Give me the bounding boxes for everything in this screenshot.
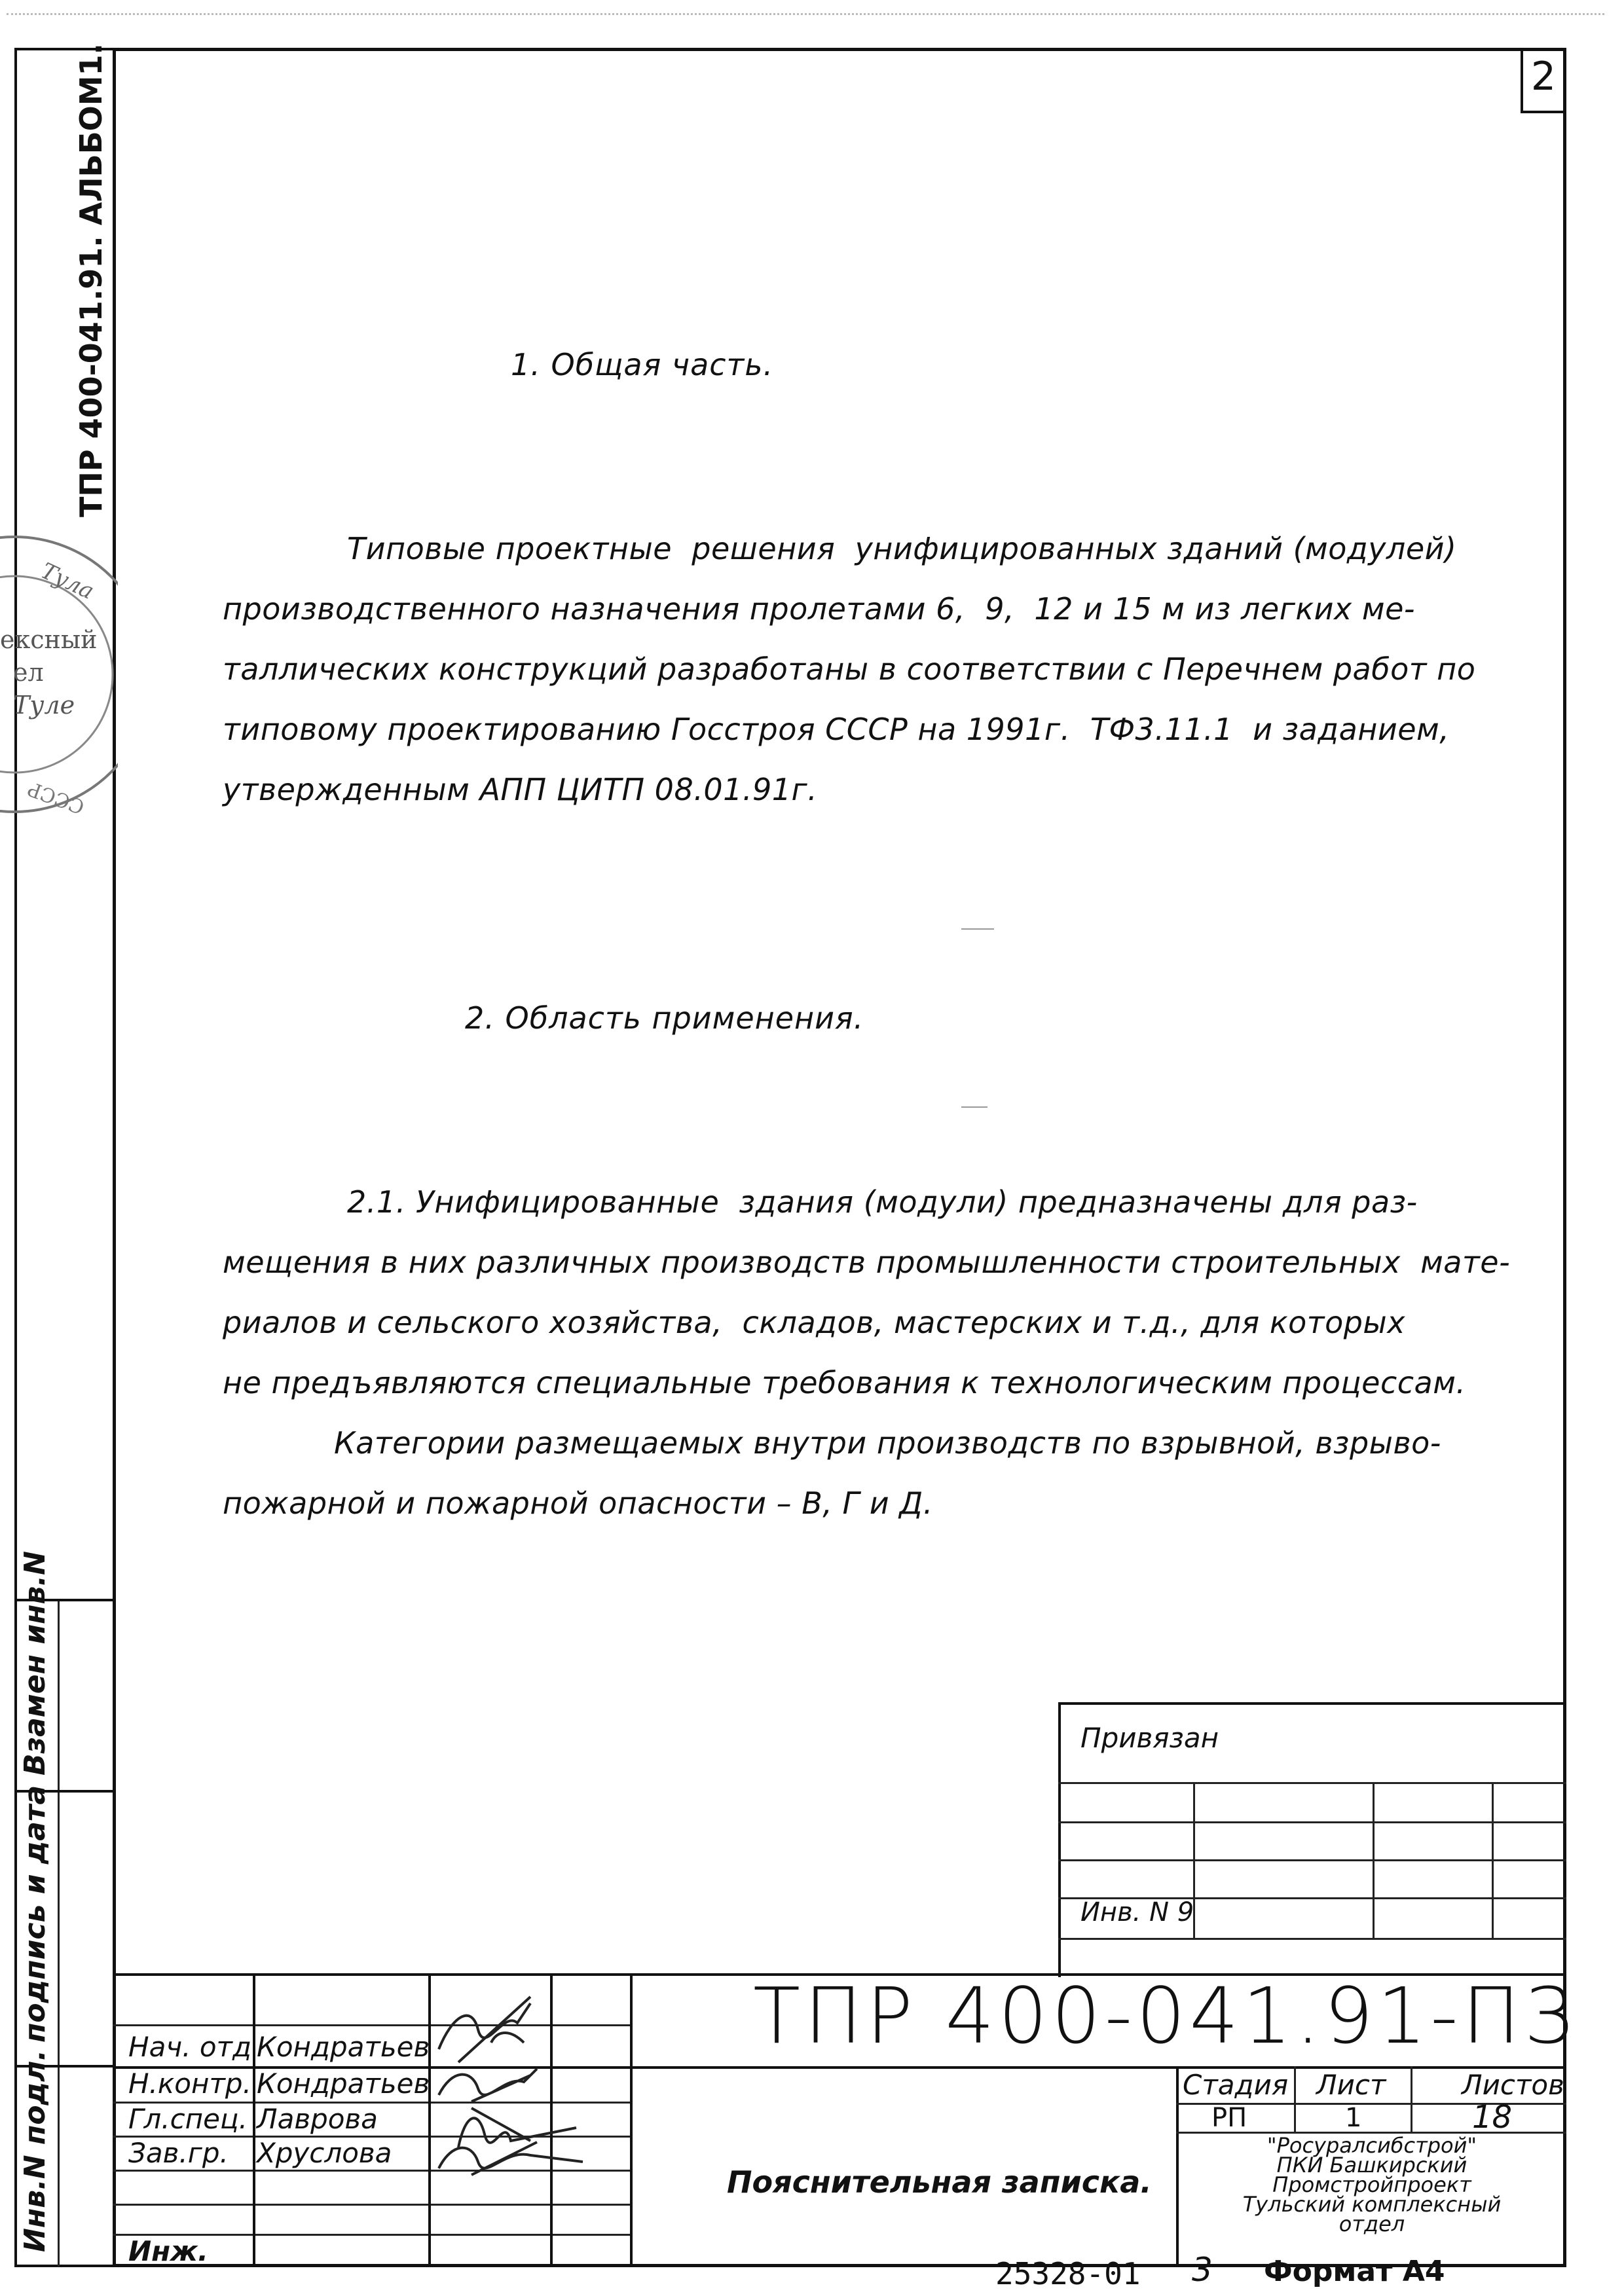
side-field-swap-inv: Взамен инв.N bbox=[18, 1551, 52, 1776]
sheet-label: Лист bbox=[1316, 2069, 1386, 2101]
section1-heading: 1. Общая часть. bbox=[511, 347, 774, 382]
name-nach-otd: Кондратьев bbox=[257, 2031, 430, 2063]
section1-body bbox=[223, 519, 1475, 820]
binding-margin-edge bbox=[14, 48, 17, 2267]
document-title: Пояснительная записка. bbox=[727, 2164, 1152, 2200]
section2-line-6: пожарной и пожарной опасности – В, Г и Д. bbox=[223, 1485, 933, 1521]
seal-text-3: ел bbox=[13, 658, 44, 687]
sheets-value: 18 bbox=[1472, 2099, 1513, 2136]
sheet-value: 1 bbox=[1345, 2103, 1362, 2133]
section2-line-5: Категории размещаемых внутри производств по взрывной, взрыво- bbox=[334, 1425, 1441, 1461]
stray-mark bbox=[961, 928, 994, 930]
seal-text-1: Тула bbox=[37, 557, 98, 605]
org-line-3: Промстройпроект bbox=[1272, 2172, 1471, 2197]
stage-col-line bbox=[1294, 2066, 1296, 2132]
section2-heading: 2. Область применения. bbox=[465, 1000, 864, 1036]
role-gl-spets: Гл.спец. bbox=[128, 2103, 248, 2135]
seal-stamp bbox=[0, 517, 118, 858]
footer-format: Формат А4 bbox=[1264, 2255, 1445, 2288]
stray-mark bbox=[961, 1106, 987, 1108]
section2-line-3: риалов и сельского хозяйства, складов, мастерских и т.д., для которых bbox=[223, 1305, 1405, 1340]
org-line-1: "Росуралсибстрой" bbox=[1266, 2133, 1477, 2158]
section2-line-1: 2.1. Унифицированные здания (модули) предназначены для раз- bbox=[347, 1184, 1418, 1220]
bottom-border-left bbox=[14, 2265, 114, 2267]
sheet-number: 2 bbox=[1530, 54, 1557, 100]
binding-inv-label: Инв. N 9 bbox=[1080, 1897, 1194, 1927]
section1-line-5: утвержденным АПП ЦИТП 08.01.91г. bbox=[223, 772, 818, 807]
section2-body bbox=[223, 1172, 1510, 1533]
section2-line-4: не предъявляются специальные требования к технологическим процессам. bbox=[223, 1365, 1466, 1400]
stamp-col-line bbox=[630, 1973, 633, 2267]
album-code: ТПР 400-041.91. АЛЬБОМ1. bbox=[73, 43, 109, 517]
binding-row-line bbox=[1058, 1782, 1566, 1784]
stage-col-line bbox=[1411, 2066, 1412, 2132]
sheets-label: Листов bbox=[1462, 2069, 1564, 2101]
organization-block bbox=[1179, 2133, 1565, 2236]
stamp-col-line bbox=[428, 1973, 431, 2267]
side-field-sign-date: подпись и дата bbox=[18, 1785, 52, 2043]
footer-code: 25328-01 bbox=[995, 2256, 1141, 2291]
name-zav-gr: Хруслова bbox=[257, 2137, 392, 2169]
document-designation: ТПР 400-041.91-ПЗ bbox=[753, 1971, 1578, 2061]
name-gl-spets: Лаврова bbox=[257, 2103, 378, 2135]
org-line-2: ПКИ Башкирский bbox=[1276, 2153, 1467, 2178]
binding-col-line bbox=[1492, 1782, 1494, 1939]
signature-1 bbox=[432, 1990, 544, 2069]
stage-value: РП bbox=[1211, 2103, 1247, 2133]
footer-mark: 3 bbox=[1192, 2251, 1213, 2289]
stage-label: Стадия bbox=[1183, 2069, 1289, 2101]
role-n-kontr: Н.контр. bbox=[128, 2068, 251, 2100]
binding-row-line bbox=[1058, 1938, 1566, 1940]
org-line-5: отдел bbox=[1338, 2212, 1405, 2236]
org-line-4: Тульский комплексный bbox=[1242, 2192, 1502, 2217]
section1-line-1: Типовые проектные решения унифицированных зданий (модулей) bbox=[347, 531, 1457, 566]
scan-header-noise bbox=[7, 13, 1604, 20]
section1-line-3: таллических конструкций разработаны в соответствии с Перечнем работ по bbox=[223, 651, 1476, 687]
seal-text-2: ексный bbox=[0, 625, 98, 654]
role-nach-otd: Нач. отд bbox=[128, 2031, 252, 2063]
signature-4 bbox=[432, 2136, 589, 2188]
side-fields-inner-line bbox=[58, 1599, 60, 2267]
side-field-inv-orig: Инв.N подл. bbox=[18, 2049, 52, 2252]
role-zav-gr: Зав.гр. bbox=[128, 2137, 229, 2169]
binding-row-line bbox=[1058, 1859, 1566, 1861]
seal-text-5: СССР bbox=[25, 776, 88, 818]
role-inzh: Инж. bbox=[128, 2235, 208, 2267]
section1-line-2: производственного назначения пролетами 6, 9, 12 и 15 м из легких ме- bbox=[223, 591, 1416, 627]
binding-title: Привязан bbox=[1080, 1722, 1219, 1754]
binding-row-line bbox=[1058, 1821, 1566, 1823]
binding-col-line bbox=[1373, 1782, 1375, 1939]
section2-line-2: мещения в них различных производств промышленности строительных мате- bbox=[223, 1245, 1511, 1280]
name-n-kontr: Кондратьев bbox=[257, 2068, 430, 2100]
seal-text-4: Туле bbox=[13, 691, 75, 720]
section1-line-4: типовому проектированию Госстроя СССР на 1991г. ТФ3.11.1 и заданием, bbox=[223, 712, 1450, 747]
stamp-col-line bbox=[253, 1973, 255, 2267]
